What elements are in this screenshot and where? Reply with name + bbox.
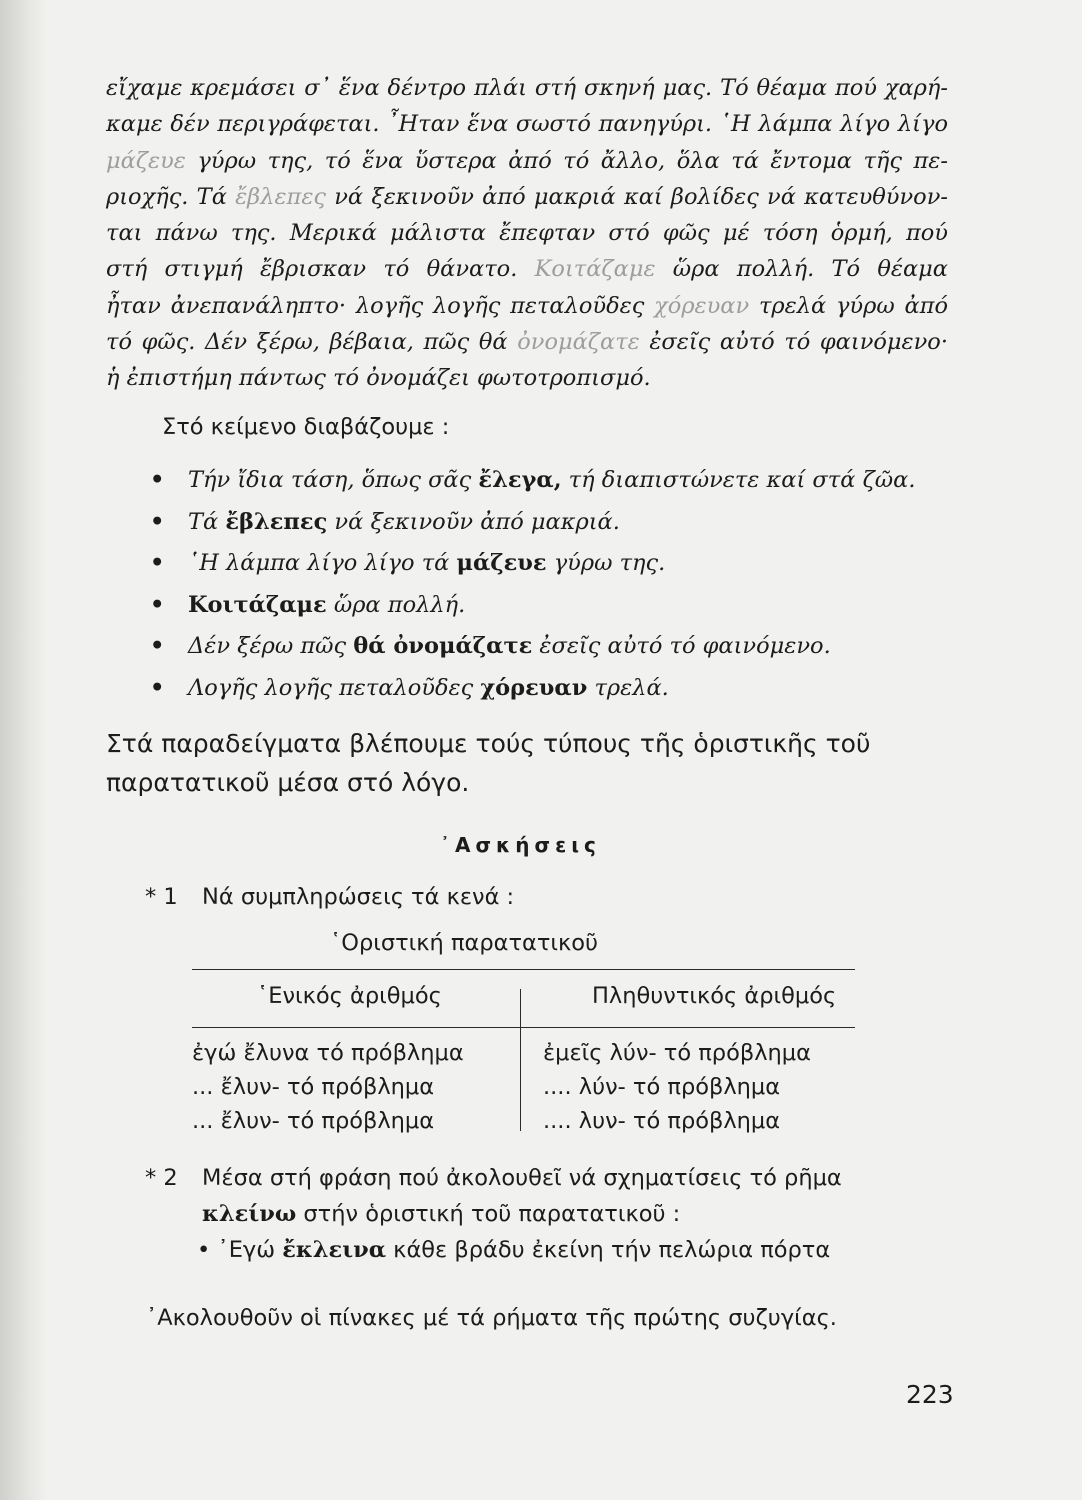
list-item <box>150 626 950 668</box>
faded-verb: μάζευε <box>106 147 186 174</box>
table-title: ῾Οριστική παρατατικοῦ <box>330 930 599 956</box>
passage-line: ἡ ἐπιστήμη πάντως τό ὀνομάζει φωτοτροπισμό. <box>106 365 651 392</box>
header-singular: ῾Ενικός ἀριθμός <box>257 983 442 1009</box>
example-text: Τήν ἴδια τάση, ὅπως σᾶς <box>188 467 479 493</box>
table-cell: ... ἔλυν- τό πρόβλημα <box>192 1074 435 1100</box>
closing-line: ᾿Ακολουθοῦν οἱ πίνακες μέ τά ρήματα τῆς πρώτης συζυγίας. <box>146 1305 837 1331</box>
bullet-icon: • <box>197 1237 211 1263</box>
intro-text: Στό κείμενο διαβάζουμε : <box>162 414 450 440</box>
example-text: γύρω της. <box>546 550 666 576</box>
exercise-instruction: στήν ὁριστική τοῦ παρατατικοῦ : <box>296 1201 681 1227</box>
table-cell: ἐμεῖς λύν- τό πρόβλημα <box>543 1040 811 1066</box>
list-item <box>150 460 950 502</box>
conjugation-table <box>192 969 855 1132</box>
paragraph-line: Στά παραδείγματα βλέπουμε τούς τύπους τῆς ὁριστικῆς τοῦ <box>106 729 871 758</box>
paragraph-line: παρατατικοῦ μέσα στό λόγο. <box>106 768 470 797</box>
passage-line <box>106 288 948 324</box>
example-verb: χόρευαν <box>480 674 588 701</box>
exercise-2 <box>145 1160 842 1268</box>
example-text: ἐσεῖς αὐτό τό φαινόμενο. <box>532 633 831 659</box>
list-item <box>150 585 950 627</box>
exercise-1 <box>145 884 514 910</box>
example-text: κάθε βράδυ ἐκείνη τήν πελώρια πόρτα <box>386 1237 831 1263</box>
passage-text: γύρω της, τό ἕνα ὕστερα ἀπό τό ἄλλο, ὅλα τά ἔντομα τῆς πε- <box>185 147 948 174</box>
passage-line <box>106 143 948 179</box>
passage-line <box>106 324 948 360</box>
passage-line <box>106 251 948 287</box>
exercise-line <box>145 1160 842 1196</box>
example-text: ᾿Εγώ <box>217 1237 283 1263</box>
passage-line: καμε δέν περιγράφεται. ῏Ηταν ἕνα σωστό πανηγύρι. ῾Η λάμπα λίγο λίγο <box>106 111 948 138</box>
quoted-passage <box>106 70 948 397</box>
table-cell: .... λυν- τό πρόβλημα <box>543 1108 781 1134</box>
list-item <box>150 502 950 544</box>
exercise-line <box>145 1196 842 1232</box>
example-text: νά ξεκινοῦν ἀπό μακριά. <box>327 508 620 535</box>
exercise-instruction: Μέσα στή φράση πού ἀκολουθεῖ νά σχηματίσεις τό ρῆμα <box>202 1165 842 1191</box>
exercises-heading: ᾿Ασκήσεις <box>440 833 601 857</box>
example-text: ῾Η λάμπα λίγο λίγο τά <box>188 550 457 576</box>
example-text: ὥρα πολλή. <box>326 591 466 618</box>
page-binding-shadow <box>0 0 48 1500</box>
example-text: Δέν ξέρω πῶς <box>188 633 354 659</box>
example-text: τρελά. <box>587 674 669 701</box>
table-cell: ... ἔλυν- τό πρόβλημα <box>192 1108 435 1134</box>
passage-line: εἴχαμε κρεμάσει σ᾿ ἕνα δέντρο πλάι στή σκηνή μας. Τό θέαμα πού χαρή- <box>106 75 948 101</box>
example-verb: θά ὀνομάζατε <box>353 633 533 659</box>
exercise-instruction: Νά συμπληρώσεις τά κενά : <box>202 884 515 910</box>
passage-text: τρελά γύρω ἀπό <box>749 292 949 319</box>
table-divider <box>192 1027 855 1028</box>
passage-text: ὥρα πολλή. Τό θέαμα <box>655 256 948 283</box>
passage-text: ριοχῆς. Τά <box>106 183 236 210</box>
list-item <box>150 543 950 585</box>
example-verb: ἔκλεινα <box>282 1237 387 1263</box>
passage-text: νά ξεκινοῦν ἀπό μακριά καί βολίδες νά κατευθύνον- <box>326 183 948 210</box>
bullet-icon: • <box>150 591 165 618</box>
faded-verb: Κοιτάζαμε <box>534 256 656 283</box>
example-verb: μάζευε <box>456 550 547 576</box>
bullet-icon: • <box>150 633 165 659</box>
exercise-example <box>145 1232 842 1268</box>
bullet-icon: • <box>150 674 165 701</box>
passage-text: στή στιγμή ἔβρισκαν τό θάνατο. <box>106 256 535 283</box>
passage-line: ται πάνω της. Μερικά μάλιστα ἔπεφταν στό φῶς μέ τόση ὁρμή, πού <box>106 220 948 247</box>
table-cell: ἐγώ ἔλυνα τό πρόβλημα <box>192 1040 464 1066</box>
verb-term: κλείνω <box>202 1201 297 1227</box>
page-number: 223 <box>906 1380 954 1409</box>
list-item <box>150 668 950 710</box>
example-verb: ἔλεγα, <box>478 467 562 493</box>
passage-text: ἦταν ἀνεπανάληπτο· λογῆς λογῆς πεταλοῦδες <box>106 292 655 319</box>
faded-verb: ἔβλεπες <box>235 183 326 210</box>
example-verb: Κοιτάζαμε <box>188 591 327 618</box>
example-verb: ἔβλεπες <box>225 508 328 535</box>
exercise-marker: * 2 <box>145 1165 178 1191</box>
passage-text: ἐσεῖς αὐτό τό φαινόμενο· <box>639 329 948 356</box>
passage-text: τό φῶς. Δέν ξέρω, βέβαια, πῶς θά <box>106 329 518 356</box>
table-cell: .... λύν- τό πρόβλημα <box>543 1074 781 1100</box>
explanation-paragraph <box>106 724 948 802</box>
bullet-icon: • <box>150 467 165 493</box>
example-list <box>150 460 950 709</box>
example-text: Τά <box>188 508 226 535</box>
exercise-marker: * 1 <box>145 884 178 910</box>
bullet-icon: • <box>150 508 165 535</box>
column-divider <box>520 989 521 1131</box>
example-text: Λογῆς λογῆς πεταλοῦδες <box>188 674 481 701</box>
header-plural: Πληθυντικός ἀριθμός <box>592 983 837 1009</box>
faded-verb: χόρευαν <box>654 292 750 319</box>
bullet-icon: • <box>150 550 165 576</box>
faded-verb: ὀνομάζατε <box>517 329 640 356</box>
example-text: τή διαπιστώνετε καί στά ζῶα. <box>561 467 916 493</box>
passage-line <box>106 179 948 215</box>
